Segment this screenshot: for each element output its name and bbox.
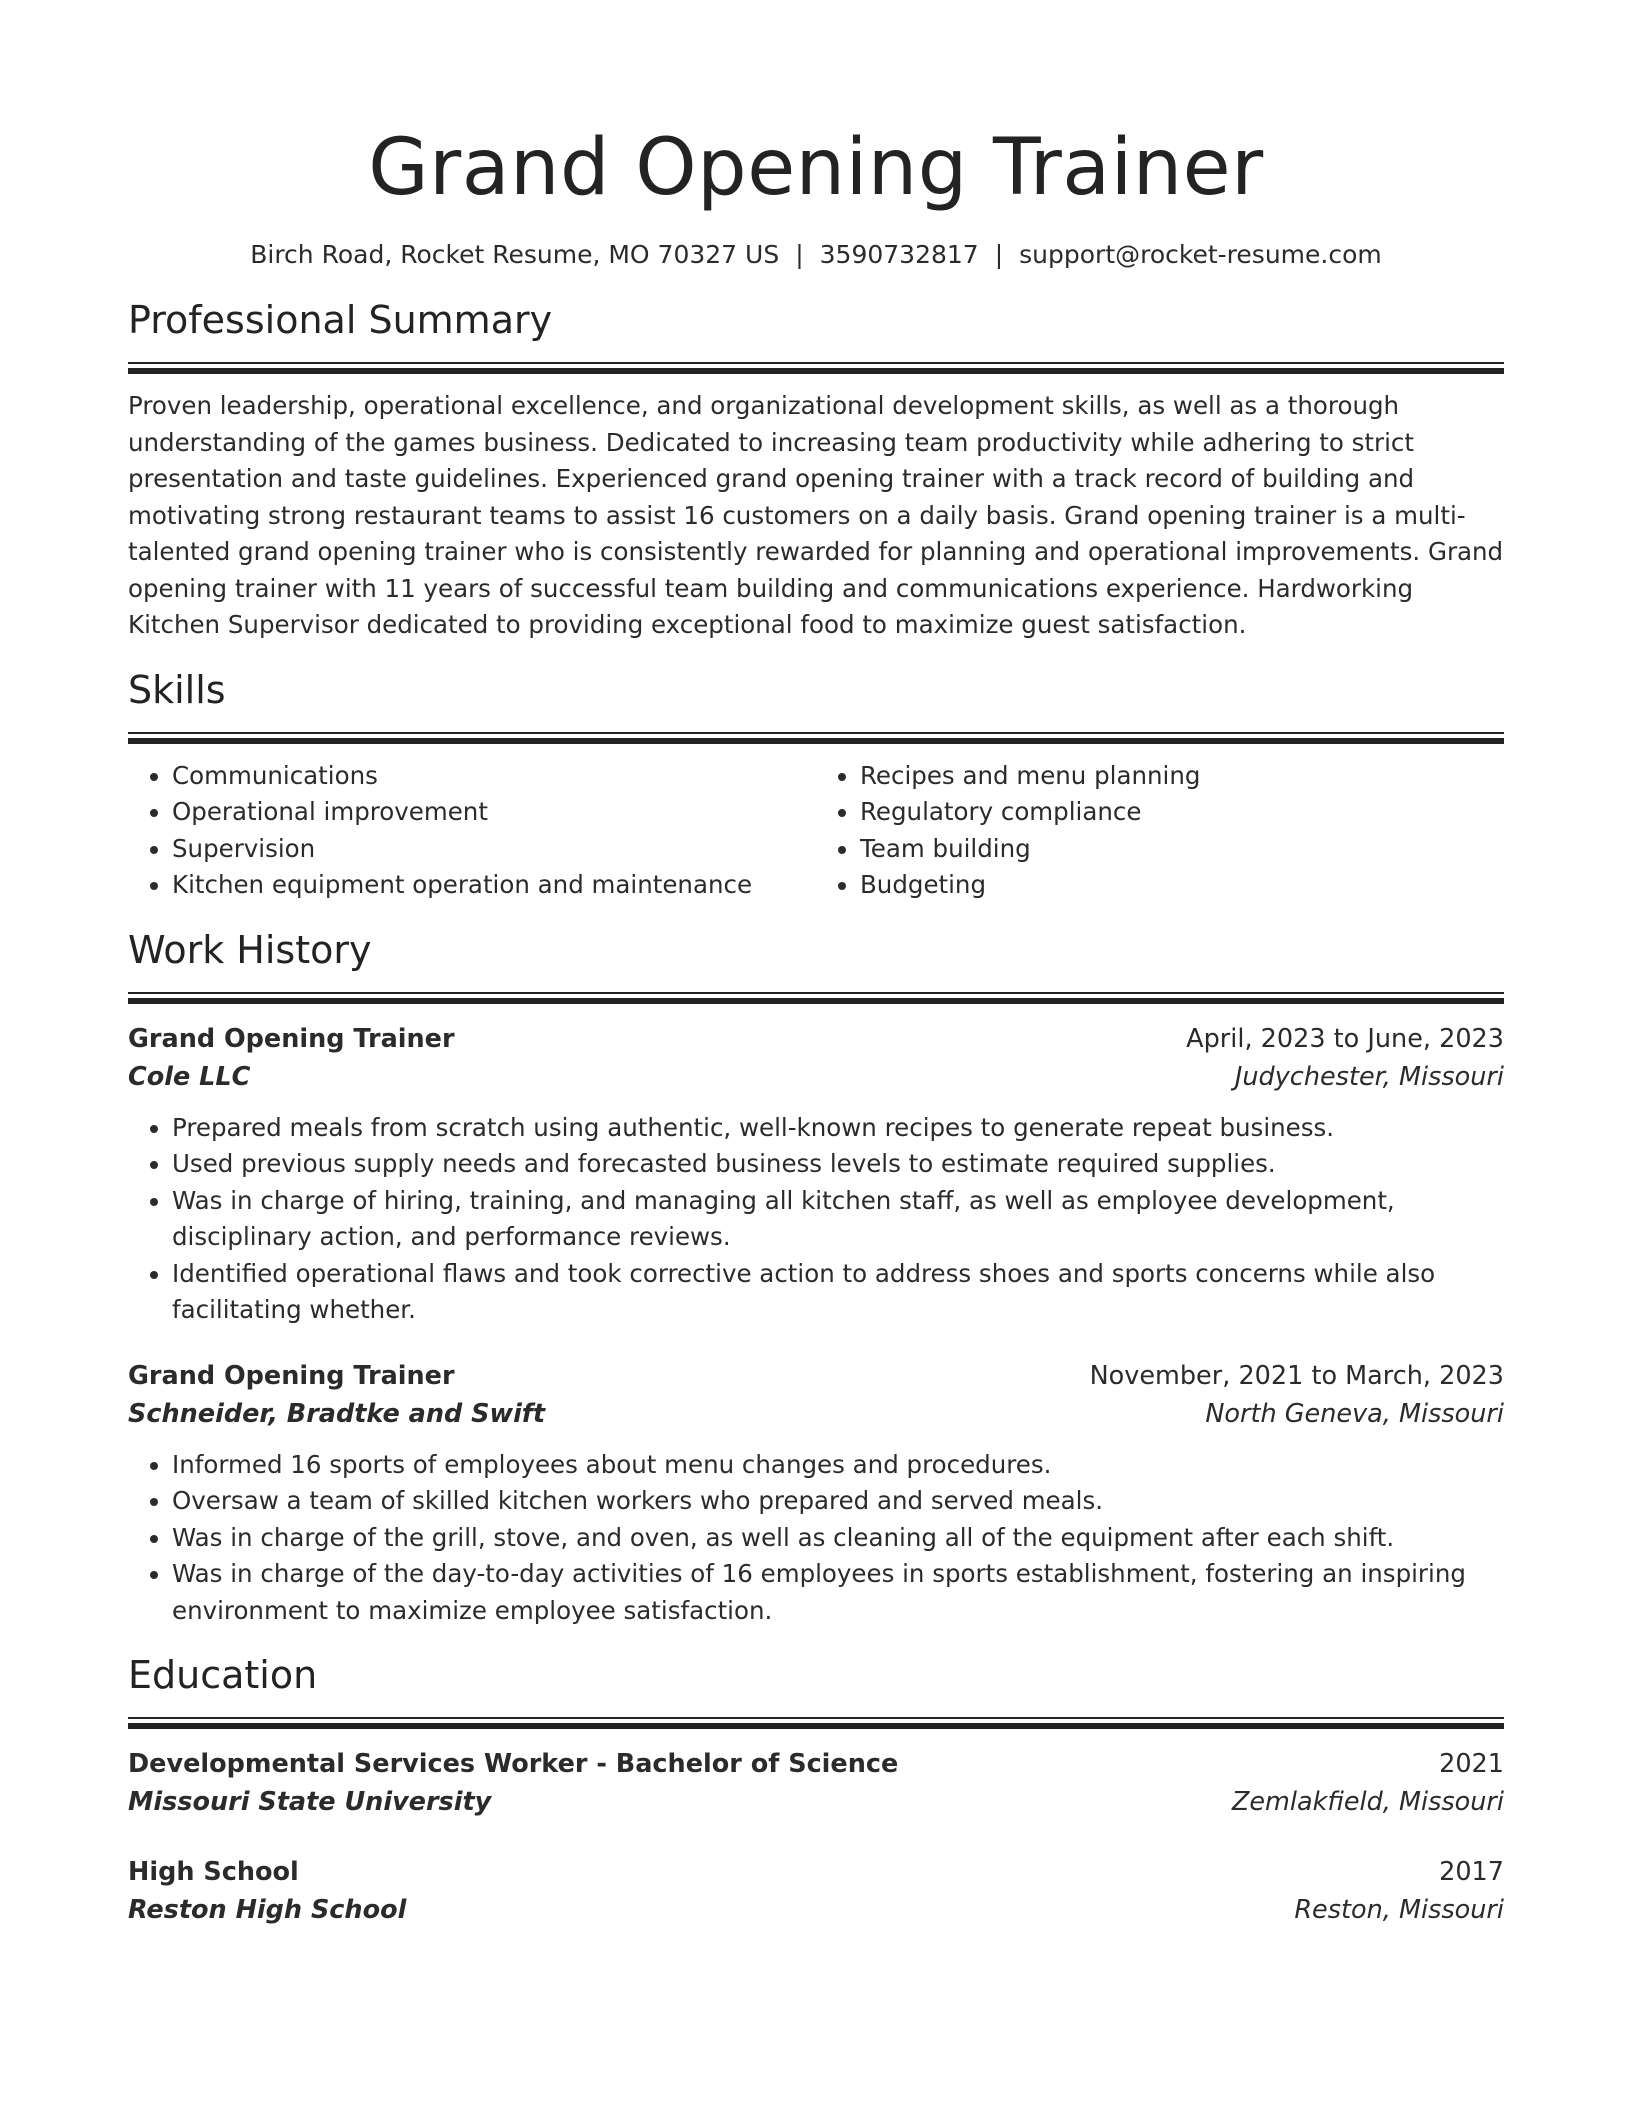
skill-item: • Supervision [172, 831, 816, 868]
education-entry [128, 1853, 1504, 1929]
education-section [128, 1651, 1504, 1929]
contact-address: Birch Road, Rocket Resume, MO 70327 US [250, 240, 780, 269]
summary-text: Proven leadership, operational excellence, and organizational development skills, as well as a thorough understanding of the games business. Dedicated to increasing team productivity while adhering to strict presentation and taste guidelines. Experienced grand opening trainer with a track record of building and motivating strong restaurant teams to assist 16 customers on a daily basis. Grand opening trainer is a multi-talented grand opening trainer who is consistently rewarded for planning and operational improvements. Grand opening trainer with 11 years of successful team building and communications experience. Hardworking Kitchen Supervisor dedicated to providing exceptional food to maximize guest satisfaction. [128, 391, 1504, 639]
job-location: Judychester, Missouri [1234, 1061, 1504, 1092]
section-divider [128, 732, 1504, 744]
education-year: 2021 [1439, 1749, 1504, 1779]
skill-item: • Kitchen equipment operation and maintenance [172, 867, 816, 904]
education-header [128, 1745, 1504, 1783]
job-subheader [128, 1058, 1504, 1096]
job-bullet: • Informed 16 sports of employees about menu changes and procedures. [172, 1447, 1504, 1484]
skill-item: • Regulatory compliance [860, 794, 1504, 831]
job-dates: November, 2021 to March, 2023 [1089, 1360, 1504, 1391]
education-school: Missouri State University [128, 1787, 492, 1817]
job-bullet: • Identified operational flaws and took corrective action to address shoes and sports concerns while also facilitating whether. [172, 1256, 1504, 1329]
skills-columns [128, 758, 1504, 904]
job-bullets [128, 1447, 1504, 1630]
job-location: North Geneva, Missouri [1205, 1398, 1504, 1429]
job-title: Grand Opening Trainer [128, 1023, 455, 1054]
skills-list-left [128, 758, 816, 904]
job-company: Schneider, Bradtke and Swift [128, 1398, 546, 1429]
job-dates: April, 2023 to June, 2023 [1186, 1023, 1504, 1054]
education-location: Reston, Missouri [1294, 1895, 1504, 1925]
section-divider [128, 362, 1504, 374]
job-bullet: • Was in charge of the grill, stove, and oven, as well as cleaning all of the equipment after each shift. [172, 1520, 1504, 1557]
job-header [128, 1020, 1504, 1058]
contact-line [128, 238, 1504, 272]
skills-list-right [816, 758, 1504, 904]
job-bullet: • Was in charge of hiring, training, and managing all kitchen staff, as well as employee development, disciplinary action, and performance reviews. [172, 1183, 1504, 1256]
skills-section [128, 666, 1504, 904]
contact-email: support@rocket-resume.com [1019, 240, 1382, 269]
job-bullet: • Used previous supply needs and forecasted business levels to estimate required supplies. [172, 1146, 1504, 1183]
section-heading-education: Education [128, 1653, 318, 1697]
skill-item: • Operational improvement [172, 794, 816, 831]
section-heading-summary: Professional Summary [128, 298, 553, 342]
job-header [128, 1357, 1504, 1395]
education-subheader [128, 1783, 1504, 1821]
education-degree: Developmental Services Worker - Bachelor of Science [128, 1749, 899, 1779]
contact-separator: | [994, 240, 1004, 269]
contact-phone: 3590732817 [819, 240, 979, 269]
education-header [128, 1853, 1504, 1891]
skill-item: • Recipes and menu planning [860, 758, 1504, 795]
section-divider [128, 992, 1504, 1004]
job-entry [128, 1357, 1504, 1630]
education-location: Zemlakfield, Missouri [1231, 1787, 1504, 1817]
job-bullet: • Prepared meals from scratch using authentic, well-known recipes to generate repeat business. [172, 1110, 1504, 1147]
skill-item: • Communications [172, 758, 816, 795]
summary-section [128, 296, 1504, 644]
work-section [128, 926, 1504, 1630]
section-heading-skills: Skills [128, 667, 226, 712]
job-bullet: • Oversaw a team of skilled kitchen workers who prepared and served meals. [172, 1483, 1504, 1520]
job-company: Cole LLC [128, 1061, 251, 1092]
section-heading-work: Work History [128, 927, 372, 972]
skill-item: • Team building [860, 831, 1504, 868]
job-title: Grand Opening Trainer [128, 1360, 455, 1391]
education-year: 2017 [1439, 1857, 1504, 1887]
education-school: Reston High School [128, 1895, 407, 1925]
job-subheader [128, 1395, 1504, 1433]
education-degree: High School [128, 1857, 299, 1887]
job-bullets [128, 1110, 1504, 1329]
skill-item: • Budgeting [860, 867, 1504, 904]
contact-separator: | [795, 240, 804, 269]
resume-name: Grand Opening Trainer [368, 123, 1264, 213]
education-subheader [128, 1891, 1504, 1929]
section-divider [128, 1717, 1504, 1729]
education-entry [128, 1745, 1504, 1821]
job-entry [128, 1020, 1504, 1329]
job-bullet: • Was in charge of the day-to-day activities of 16 employees in sports establishment, fostering an inspiring environment to maximize employee satisfaction. [172, 1556, 1504, 1629]
